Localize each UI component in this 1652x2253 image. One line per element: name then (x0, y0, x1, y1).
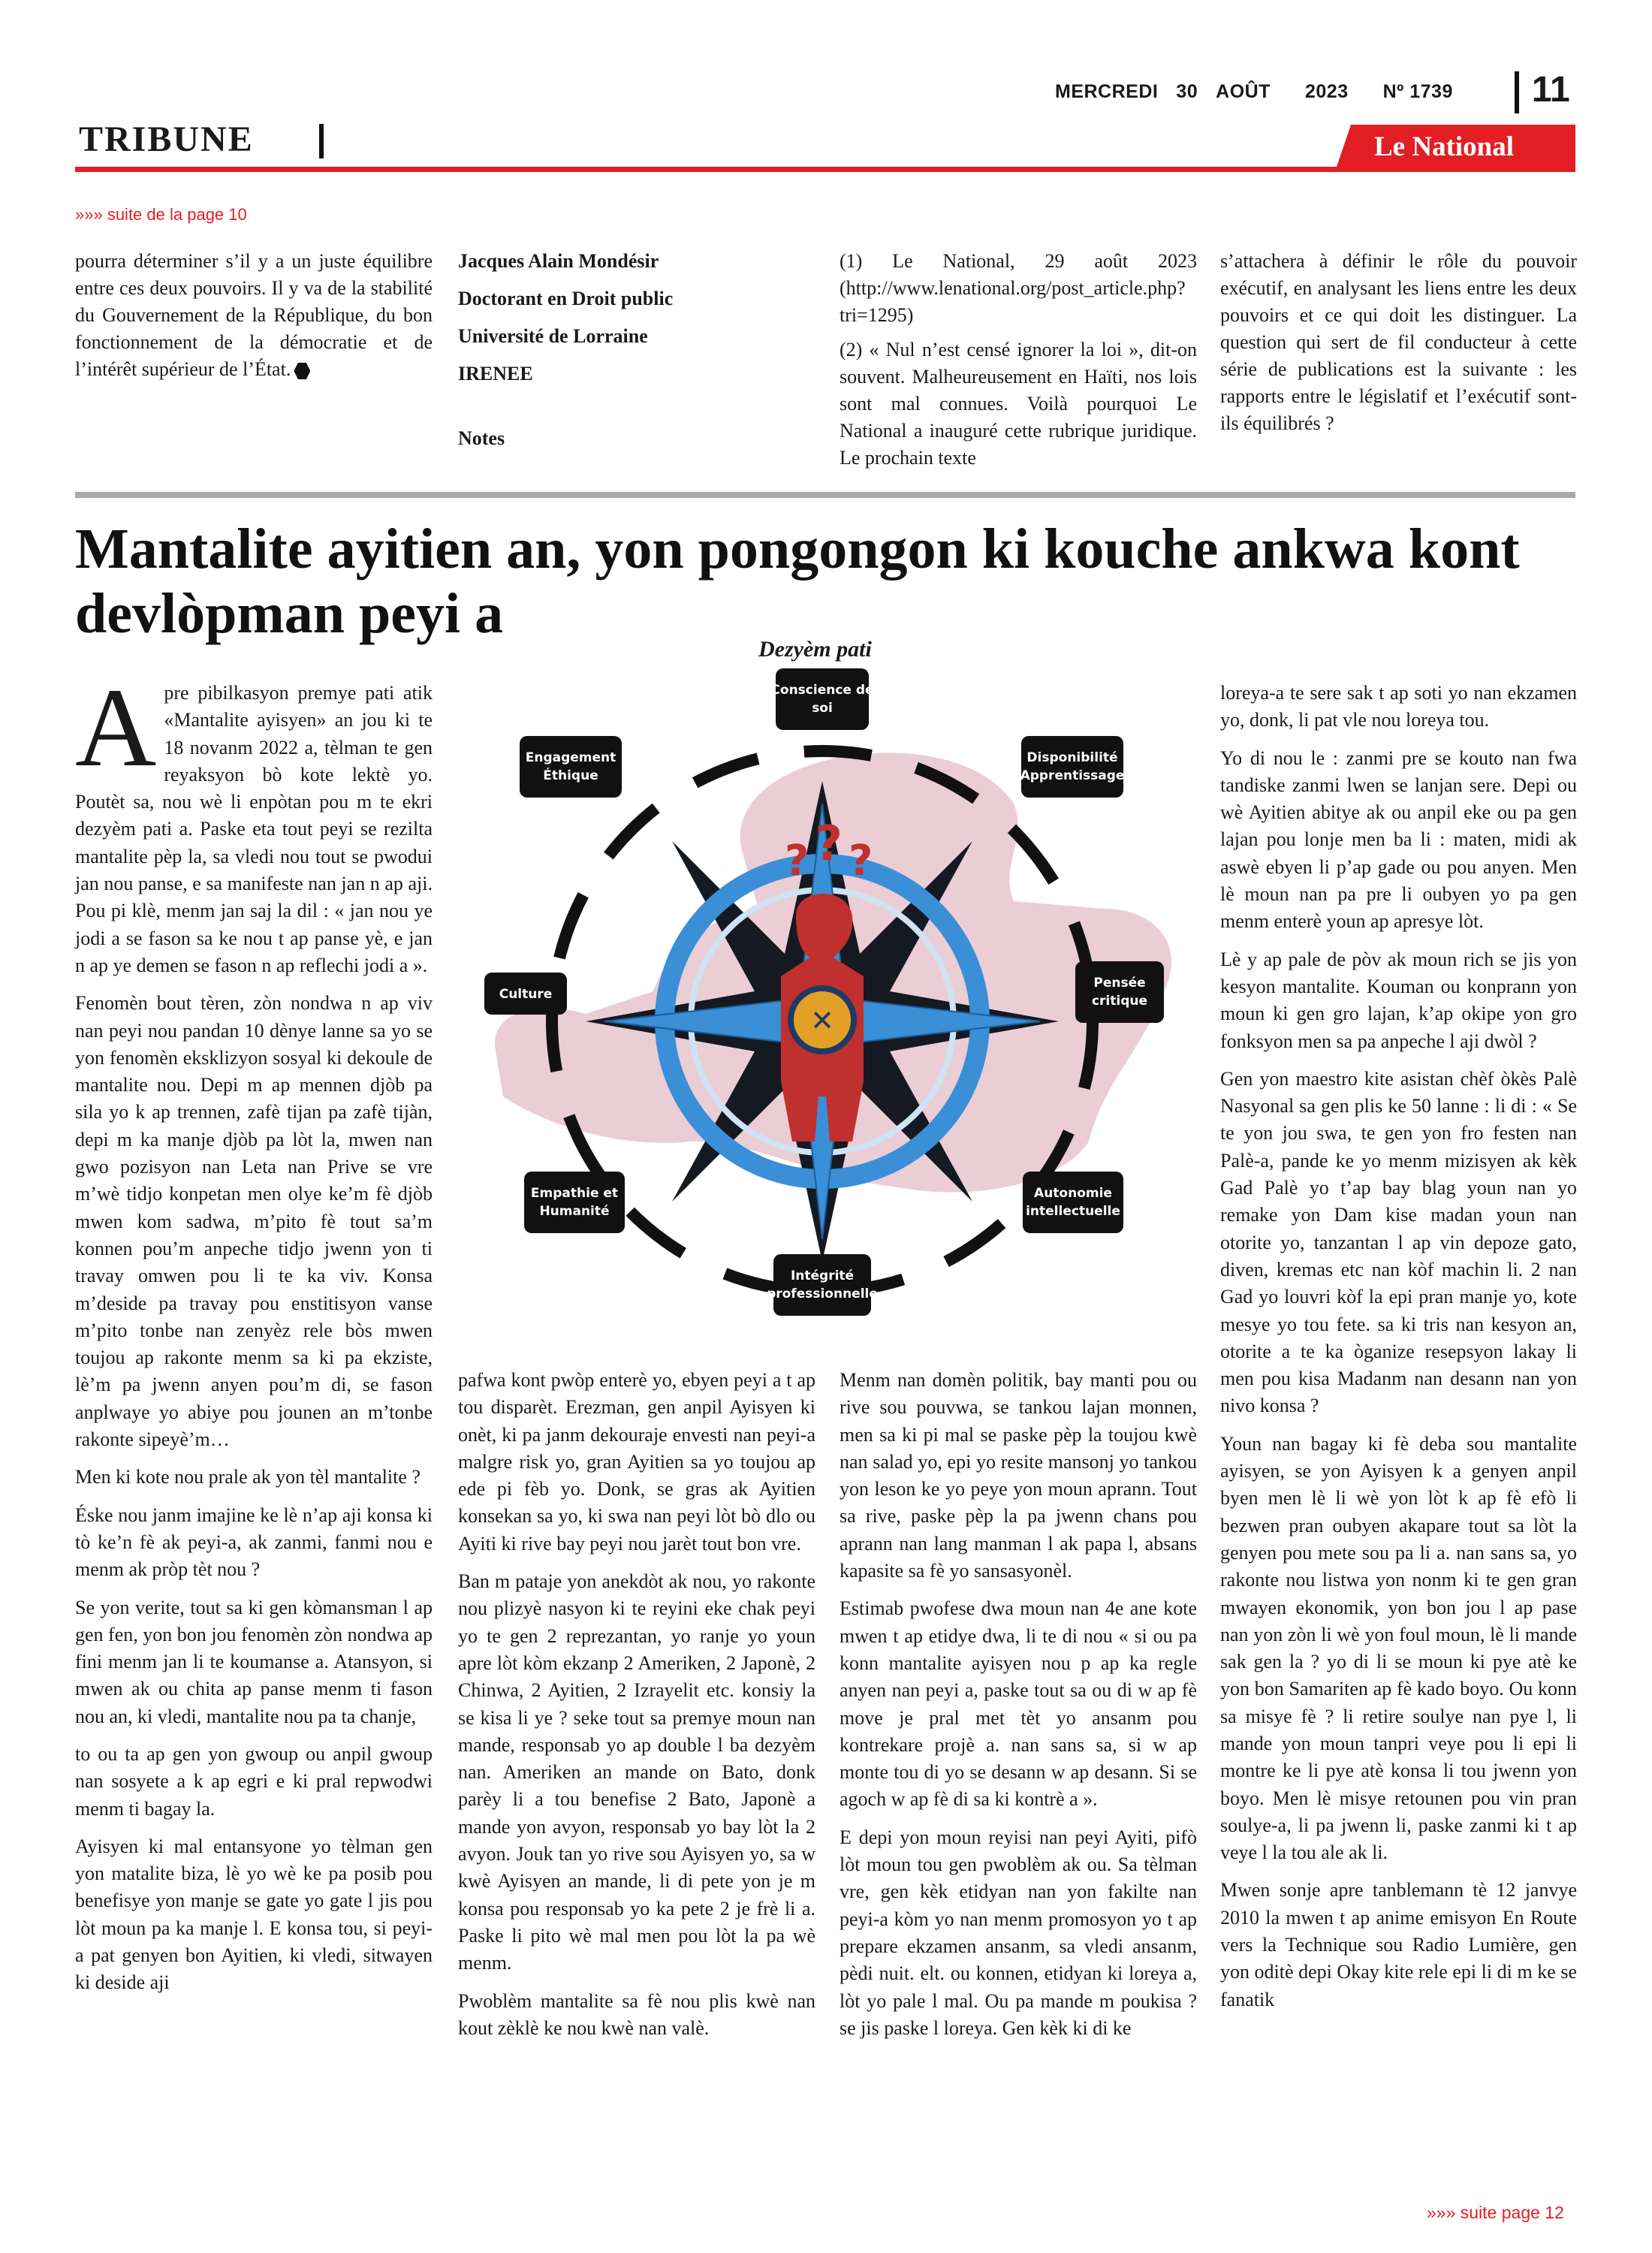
label-pensee-critique: Pensée critique (1091, 976, 1148, 1009)
question-mark-icon: ? (815, 816, 843, 872)
question-mark-icon: ? (849, 837, 873, 885)
header-rule (75, 167, 1575, 172)
author-org: IRENEE (458, 363, 533, 385)
article-subtitle: Dezyèm pati (758, 637, 872, 662)
section-divider (319, 124, 324, 158)
label-box-top-right (1021, 736, 1123, 798)
paragraph: Se yon verite, tout sa ki gen kòmansman l ap gen fen, yon bon jou fenomèn zòn nondwa ap fini menm jan li te koumanse a. Atansyon, si mwen ak ou chita ap panse menm ti fason nou an, ki vledi, mantalite nou pa ta chanje, (75, 1596, 433, 1727)
end-of-article-icon (294, 363, 310, 379)
page-number-divider (1515, 71, 1519, 113)
paragraph: Youn nan bagay ki fè deba sou mantalite ayisyen, se yon Ayisyen k a genyen anpil byen men lè li wè yon lòt k ap fè efò li bezwen pran oubyen akapare tout sa lòt la genyen pou mete sou pa li a. nan sans sa, yo rakonte nou listwa yon nonm ki te gen gran mwayen ekonomik, yon bon jou l ap pase nan yon zòn li wè yon foul moun, lè li mande sak gen la ? yo di li se moun ki pye atè ke yon bon Samariten ap fè kado boyo. Ou konn sa misye fè ? li retire soulye nan pye l, li mande yon moun tanpri veye pou li epi li montre ke li pye atè konsa li tou jwenn yon boyo. Men lè misye retounen pou vin pran soulye-a, li pa jwenn li, paske zanmi ki t ap veye l la tou ale ak li. (1220, 1432, 1577, 1864)
note-2: (2) « Nul n’est censé ignorer la loi », dit-on souvent. Malheureusement en Haïti, nos lois sont mal connues. Voilà pourquoi Le National a inauguré cette rubrique juridique. Le prochain texte (840, 339, 1197, 469)
label-box-bottom-right (1023, 1172, 1123, 1233)
label-box-top-left (520, 736, 622, 798)
continued-from: »»» suite de la page 10 (75, 205, 247, 224)
note-1: (1) Le National, 29 août 2023 (http://www.lenational.org/post_article.php?tri=1295) (840, 250, 1197, 326)
label-conscience-de-soi: Conscience de soi (770, 683, 874, 716)
drop-cap: A (75, 665, 157, 790)
crossed-arrows-icon: ✕ (810, 1004, 834, 1037)
author-name: Jacques Alain Mondésir (458, 250, 659, 272)
notes-column (840, 248, 1197, 479)
question-mark-icon: ? (785, 837, 809, 885)
prev-article-col4 (1220, 248, 1577, 445)
article-column-1 (75, 665, 433, 2007)
paragraph: Fenomèn bout tèren, zòn nondwa n ap viv nan peyi nou pandan 10 dènye lanne sa yo se yon fenomèn eksklizyon sosyal ki dekoule de mantalite nou. Depi m ap mennen djòb pa sila yo k ap trennen, zafè tijan pa zafè tijàn, depi m ka manje djòb pa lòt la, mwen nan gwo pozisyon nan Leta nan Prive se vre m’wè tidjo konpetan men olye ke’m fè djòb mwen kom sadwa, m’pito fè tout sa’m konnen pou’m anpeche tidjo jwenn yon ti travay omwen pou li te ka viv. Konsa m’deside pa travay pou enstitisyon vanse m’pito tonbe nan zenyèz rele bòs mwen toujou ap rakonte menm sa ki pa ekziste, lè’m pa jwenn anyen pou’m di, se fason anplwaye yo abiye pou jounen an m’tonbe rakonte sipeyè’m… (75, 992, 433, 1451)
label-engagement: Engagement Éthique (525, 750, 616, 783)
paragraph: loreya-a te sere sak t ap soti yo nan ekzamen yo, donk, li pat vle nou loreya tou. (1220, 682, 1577, 731)
paragraph: Ayisyen ki mal entansyone yo tèlman gen yon matalite biza, lè yo wè ke pa posib pou benefisye yon manje se gate yo gate l jis pou lòt moun pa ka manje l. E konsa tou, si peyi-a pat genyen bon Ayitien, ki vledi, sitwayen ki deside aji (75, 1835, 433, 1994)
author-signature (458, 248, 815, 463)
paragraph: Men ki kote nou prale ak yon tèl mantalite ? (75, 1466, 421, 1488)
prev-article-text: s’attachera à définir le rôle du pouvoir exécutif, en analysant les liens entre les deux pouvoirs et ce qui doit les distinguer. La question qui sert de fil conducteur à cette série de publications est la suivante : les rapports entre le législatif et l’exécutif sont-ils équilibrés ? (1220, 250, 1577, 434)
brand-name: Le National (1374, 131, 1515, 162)
issue-number: Nº 1739 (1382, 81, 1453, 102)
notes-label: Notes (458, 427, 505, 449)
label-box-bottom (773, 1254, 871, 1316)
month: AOÛT (1216, 81, 1271, 102)
author-title: Doctorant en Droit public (458, 288, 674, 309)
article-column-3 (840, 1367, 1197, 2052)
issue-date (1055, 81, 1471, 103)
label-box-bottom-left (524, 1172, 625, 1233)
article-headline: Mantalite ayitien an, yon pongongon ki kouche ankwa kont devlòpman peyi a (75, 517, 1520, 645)
page-number: 11 (1532, 70, 1570, 110)
paragraph: Estimab pwofese dwa moun nan 4e ane kote mwen t ap etidye dwa, li te di nou « si ou pa konn mantalite ayisyen nou p ap ka regle anyen nan peyi a, paske tout sa ou di w ap fè move je pral met tèt yo ansanm pou kontrekare projè a. nan sans sa, si w ap monte tou di yo se desann w ap desann. Si se agoch w ap fè di sa ki kontrè a ». (840, 1597, 1197, 1811)
paragraph: Yo di nou le : zanmi pre se kouto nan fwa tandiske zanmi lwen se lanjan sere. Depi ou wè Ayitien abitye ak ou anpil eke ou pa gen lajan pou lonje men ba li : maten, midi ak aswè ebyen li p’ap gade ou pou anyen. Men lè moun nan pa pre li oubyen yo pa gen menm enterè youn ap apresye lòt. (1220, 746, 1577, 933)
label-disponibilite: Disponibilité Apprentissage (1020, 750, 1125, 783)
label-culture: Culture (499, 987, 553, 1002)
label-box-right (1075, 961, 1164, 1023)
paragraph: Gen yon maestro kite asistan chèf òkès Palè Nasyonal sa gen plis ke 50 lanne : li di : « Se te yon jou swa, te gen yon fro festen nan Palè-a, pande ke yo menm mizisyen ak kèk Gad Palè yo t’ap bay blag youn nan yo remake yon Dam kise madan youn nan otorite yo, tanzantan l ap vin depoze gato, diven, kremas etc nan kòf machin li. 2 nan Gad yo louvri kòf la epi pran manje yo, kote mesye yo tou fete. sa ki tris nan kesyon an, otorite a te ka òganize resepsyon lakay li men pou kisa Madanm nan desann nan yon nivo konsa ? (1220, 1067, 1577, 1417)
year: 2023 (1304, 81, 1349, 102)
date-number: 30 (1176, 81, 1198, 102)
label-autonomie: Autonomie intellectuelle (1026, 1186, 1120, 1219)
prev-article-col1 (75, 248, 433, 391)
label-empathie: Empathie et Humanité (530, 1186, 619, 1219)
paragraph: Lè y ap pale de pòv ak moun rich se jis yon kesyon mantalite. Kouman ou konprann yon moun ki gen gro lajan, k’ap okipe yon gro fonksyon men sa pa anpeche l aji dwòl ? (1220, 948, 1577, 1052)
label-integrite: Intégrité professionnelle (767, 1268, 878, 1301)
paragraph: pafwa kont pwòp enterè yo, ebyen peyi a t ap tou disparèt. Erezman, gen anpil Ayisyen ki onèt, ki pa janm dekouraje envesti nan peyi-a malgre risk yo, gran Ayitien sa yo toujou ap ede pi fèb yo. Donk, se gras ak Ayitien konsekan sa yo, ki swa nan peyi lòt bò dlo ou Ayiti ki rive bay peyi nou jarèt tout bon vre. (458, 1369, 815, 1555)
article-divider (75, 492, 1575, 498)
article-column-4 (1220, 680, 1577, 2024)
continued-to: »»» suite page 12 (1427, 2203, 1564, 2222)
day: MERCREDI (1055, 81, 1159, 102)
article-column-2 (458, 1367, 815, 2052)
paragraph: Ban m pataje yon anekdòt ak nou, yo rakonte nou plizyè nasyon ki te reyini eke chak peyi yo te gen 2 reprezantan, yo ranje yo youn apre lòt kòm ekzanp 2 Ameriken, 2 Japonè, 2 Chinwa, 2 Ayitien, 2 Izrayelit etc. konsiy la se kisa li ye ? seke tout sa premye moun nan mande, responsab yo ap double l ba dezyèm nan. Ameriken an mande on Bato, donk parèy li a tou benefise 2 Bato, Japonè a mande yon avyon, responsab yo bay lòt la 2 avyon. Jouk tan yo rive sou Ayisyen yo, sa w kwè Ayisyen an mande, li di pete yon je m konsa pou responsab yo ka pete 2 je frè li a. Paske li pito wè mal men pou lòt la pa wè menm. (458, 1570, 815, 1974)
paragraph: Éske nou janm imajine ke lè n’ap aji konsa ki tò ke’n fè ak peyi-a, ak zanmi, fanmi nou e menm ak pròp tèt nou ? (75, 1504, 433, 1581)
paragraph: Mwen sonje apre tanblemann tè 12 janvye 2010 la mwen t ap anime emisyon En Route vers la Technique sou Radio Lumière, gen yon oditè depi Okay kite rele epi li di m ke se fanatik (1220, 1879, 1577, 2010)
author-university: Université de Lorraine (458, 325, 648, 347)
paragraph: pre pibilkasyon premye pati atik «Mantalite ayisyen» an jou ki te 18 novanm 2022 a, tèlman te gen reyaksyon bò kote lektè yo. Poutèt sa, nou wè li enpòtan pou m te ekri dezyèm pati a. Paske eta tout peyi se rezilta mantalite pèp la, sa vledi nou tout se pwodui jan nou panse, e sa manifeste nan jan n ap aji. Pou pi klè, menm jan saj la dil : « jan nou ye jodi a se fason sa ke nou t ap panse yè, e jan n ap ye demen se fason n ap reflechi jodi a ». (75, 682, 433, 976)
paragraph: Menm nan domèn politik, bay manti pou ou rive sou pouvwa, se tankou lajan monnen, men sa ki pi mal se paske pèp la toujou kwè nan salad yo, epi yo resite mansonj yo tankou yon leson ke yo peye yon moun aprann. Tout sa rive, paske pèp la pa jwenn chans pou aprann nan lang manman l ak papa l, absans kapasite sa fè yo sansasyonèl. (840, 1369, 1197, 1582)
paragraph: Pwoblèm mantalite sa fè nou plis kwè nan kout zèklè ke nou kwè nan valè. (458, 1989, 815, 2039)
paragraph: E depi yon moun reyisi nan peyi Ayiti, pifò lòt moun tou gen pwoblèm ak ou. Sa tèlman vre, gen kèk etidyan nan yon fakilte nan peyi-a kòm yo nan menm promosyon yo t ap prepare ekzamen ansanm, sa vledi ansanm, pèdi nuit. elt. ou konnen, etidyan ki loreya a, lòt yo pale l mal. Ou pa mande m poukisa ? se jis paske l loreya. Gen kèk ki di ke (840, 1826, 1197, 2039)
prev-article-text: pourra déterminer s’il y a un juste équilibre entre ces deux pouvoirs. Il y va de la stabilité du Gouvernement de la République, du bon fonctionnement de la démocratie et de l’intérêt supérieur de l’État. (75, 250, 433, 380)
mentality-compass-diagram (443, 661, 1201, 1352)
article-illustration (443, 661, 1201, 1352)
label-box-top (776, 668, 869, 730)
section-title: TRIBUNE (79, 119, 254, 159)
paragraph: to ou ta ap gen yon gwoup ou anpil gwoup nan sosyete a k ap egri e ki pral repwodwi menm ti bagay la. (75, 1742, 433, 1820)
